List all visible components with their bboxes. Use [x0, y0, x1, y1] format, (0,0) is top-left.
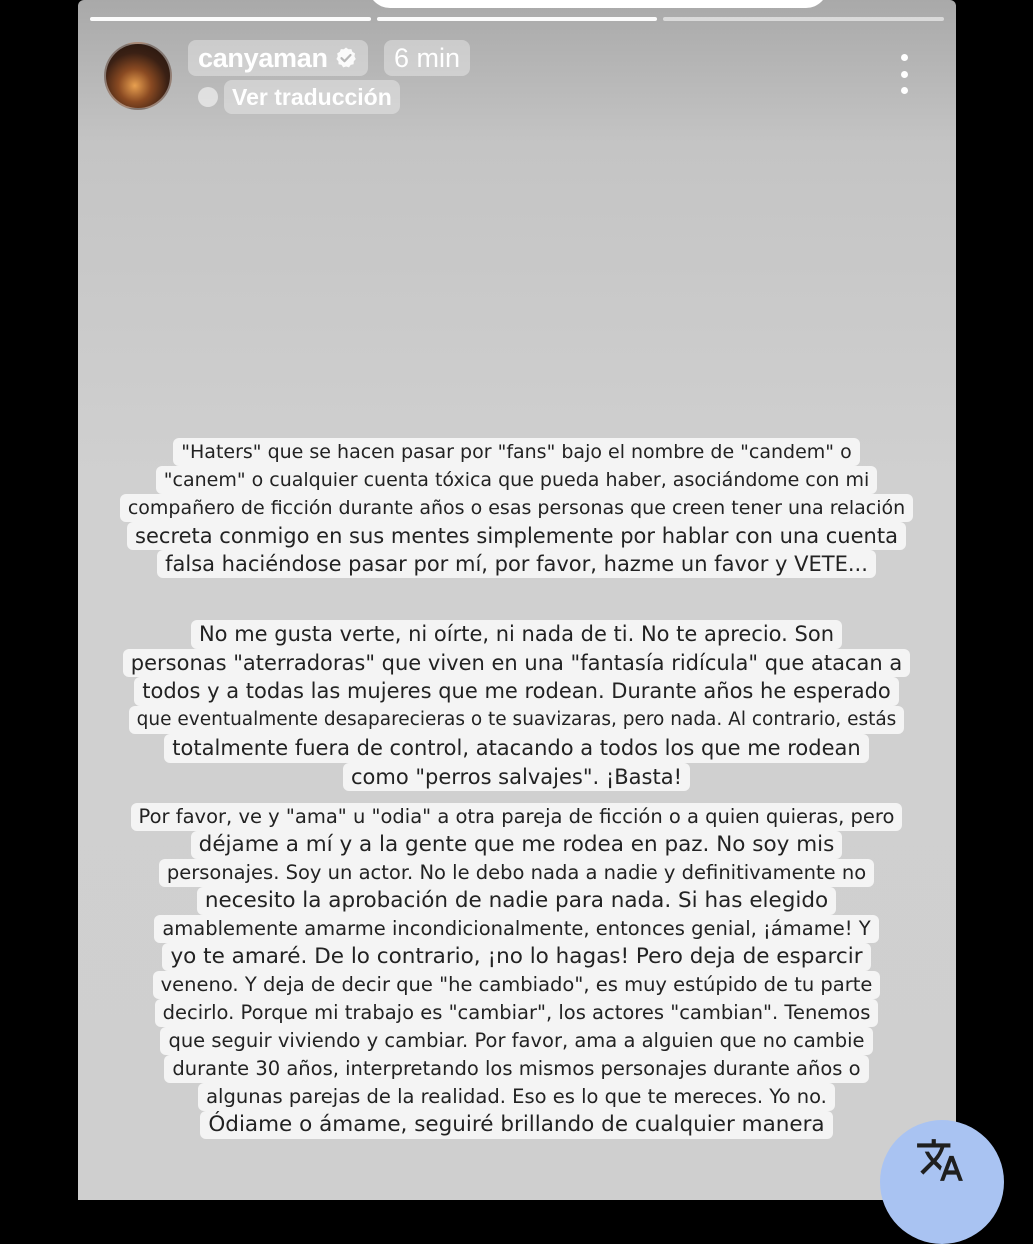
story-text-block-3: [0, 803, 1033, 1139]
text-line: personajes. Soy un actor. No le debo nada a nadie y definitivamente no: [159, 859, 874, 887]
text-line: como "perros salvajes". ¡Basta!: [343, 763, 690, 792]
story-text-block-2: [0, 620, 1033, 791]
text-line: decirlo. Porque mi trabajo es "cambiar", los actores "cambian". Tenemos: [155, 999, 879, 1027]
more-dot: [901, 54, 908, 61]
text-line: algunas parejas de la realidad. Eso es lo que te mereces. Yo no.: [198, 1083, 835, 1111]
story-progress-bar: [90, 17, 944, 21]
text-line: déjame a mí y a la gente que me rodea en paz. No soy mis: [191, 831, 843, 859]
progress-segment: [377, 17, 658, 21]
verified-badge-icon: [334, 46, 358, 70]
text-line: yo te amaré. De lo contrario, ¡no lo hagas! Pero deja de esparcir: [162, 943, 870, 971]
text-line: que seguir viviendo y cambiar. Por favor, ama a alguien que no cambie: [160, 1027, 872, 1055]
text-line: necesito la aprobación de nadie para nada. Si has elegido: [197, 887, 836, 915]
text-line: falsa haciéndose pasar por mí, por favor, hazme un favor y VETE...: [157, 550, 876, 578]
more-vertical-icon[interactable]: [892, 54, 916, 94]
text-line: No me gusta verte, ni oírte, ni nada de ti. No te aprecio. Son: [191, 620, 842, 649]
translate-fab-button[interactable]: [880, 1120, 1004, 1244]
text-line: veneno. Y deja de decir que "he cambiado", es muy estúpido de tu parte: [153, 971, 881, 999]
text-line: compañero de ficción durante años o esas personas que creen tener una relación: [120, 494, 913, 522]
username-pill[interactable]: [188, 40, 368, 76]
text-line: durante 30 años, interpretando los mismos personajes durante años o: [164, 1055, 868, 1083]
more-dot: [901, 71, 908, 78]
progress-segment: [90, 17, 371, 21]
text-line: "Haters" que se hacen pasar por "fans" bajo el nombre de "candem" o: [173, 438, 859, 466]
see-translation-label[interactable]: Ver traducción: [232, 83, 392, 110]
text-line: Ódiame o ámame, seguiré brillando de cualquier manera: [200, 1111, 832, 1139]
text-line: secreta conmigo en sus mentes simplemente por hablar con una cuenta: [127, 522, 906, 550]
story-text-block-1: [0, 438, 1033, 578]
see-translation-button[interactable]: [224, 80, 400, 114]
top-notch: [368, 0, 828, 8]
progress-segment: [663, 17, 944, 21]
text-line: todos y a todas las mujeres que me rodean. Durante años he esperado: [134, 677, 899, 706]
translate-dot-icon: [198, 87, 218, 107]
text-line: personas "aterradoras" que viven en una "fantasía ridícula" que atacan a: [123, 649, 910, 678]
username[interactable]: canyaman: [198, 42, 328, 73]
time-ago: 6 min: [394, 42, 461, 73]
text-line: amablemente amarme incondicionalmente, entonces genial, ¡ámame! Y: [154, 915, 878, 943]
text-line: que eventualmente desaparecieras o te suavizaras, pero nada. Al contrario, estás: [129, 706, 905, 735]
translate-icon: [915, 1135, 965, 1185]
translate-row[interactable]: [198, 80, 400, 114]
avatar[interactable]: [104, 42, 172, 110]
more-dot: [901, 87, 908, 94]
time-ago-pill: [384, 40, 470, 76]
text-line: "canem" o cualquier cuenta tóxica que pueda haber, asociándome con mi: [156, 466, 877, 494]
text-line: Por favor, ve y "ama" u "odia" a otra pareja de ficción o a quien quieras, pero: [131, 803, 903, 831]
text-line: totalmente fuera de control, atacando a todos los que me rodean: [164, 734, 868, 763]
